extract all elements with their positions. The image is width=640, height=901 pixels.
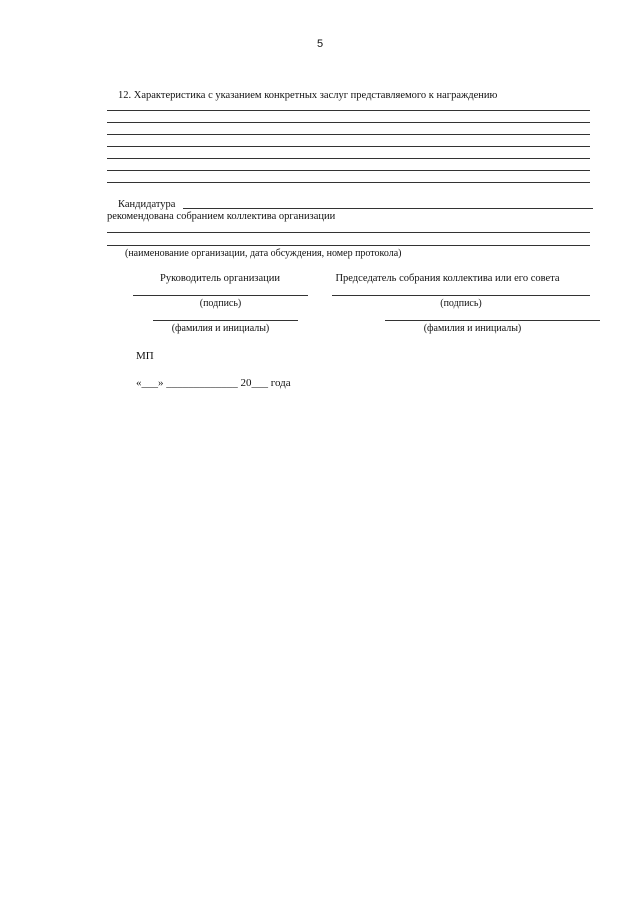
right-name-caption: (фамилия и инициалы) xyxy=(423,323,522,334)
left-name-line[interactable] xyxy=(153,320,298,321)
characteristic-line[interactable] xyxy=(107,134,590,135)
right-name-line[interactable] xyxy=(385,320,600,321)
page-number: 5 xyxy=(316,38,324,50)
candidacy-input-line[interactable] xyxy=(183,208,593,209)
right-signature-caption: (подпись) xyxy=(440,298,482,309)
date-line[interactable] xyxy=(136,377,291,389)
right-signature-line[interactable] xyxy=(332,295,590,296)
organization-line[interactable] xyxy=(107,232,590,233)
candidacy-label: Кандидатура xyxy=(118,199,176,210)
characteristic-line[interactable] xyxy=(107,158,590,159)
date-month: _____________ xyxy=(166,377,238,389)
characteristic-line[interactable] xyxy=(107,170,590,171)
characteristic-line[interactable] xyxy=(107,110,590,111)
recommended-text: рекомендована собранием коллектива организации xyxy=(107,211,336,222)
stamp-label: МП xyxy=(136,350,154,362)
organization-line[interactable] xyxy=(107,245,590,246)
organization-caption: (наименование организации, дата обсуждения, номер протокола) xyxy=(125,248,402,259)
date-year: 20___ xyxy=(240,377,268,389)
section-12-heading: 12. Характеристика с указанием конкретных заслуг представляемого к награждению xyxy=(118,90,498,101)
left-signature-line[interactable] xyxy=(133,295,308,296)
right-signatory-title: Председатель собрания коллектива или его совета xyxy=(335,273,560,284)
characteristic-line[interactable] xyxy=(107,182,590,183)
date-suffix: года xyxy=(270,377,291,389)
left-signatory-title: Руководитель организации xyxy=(160,273,280,284)
left-signature-caption: (подпись) xyxy=(199,298,242,309)
date-day: «___» xyxy=(136,377,164,389)
left-name-caption: (фамилия и инициалы) xyxy=(171,323,270,334)
characteristic-line[interactable] xyxy=(107,122,590,123)
characteristic-line[interactable] xyxy=(107,146,590,147)
